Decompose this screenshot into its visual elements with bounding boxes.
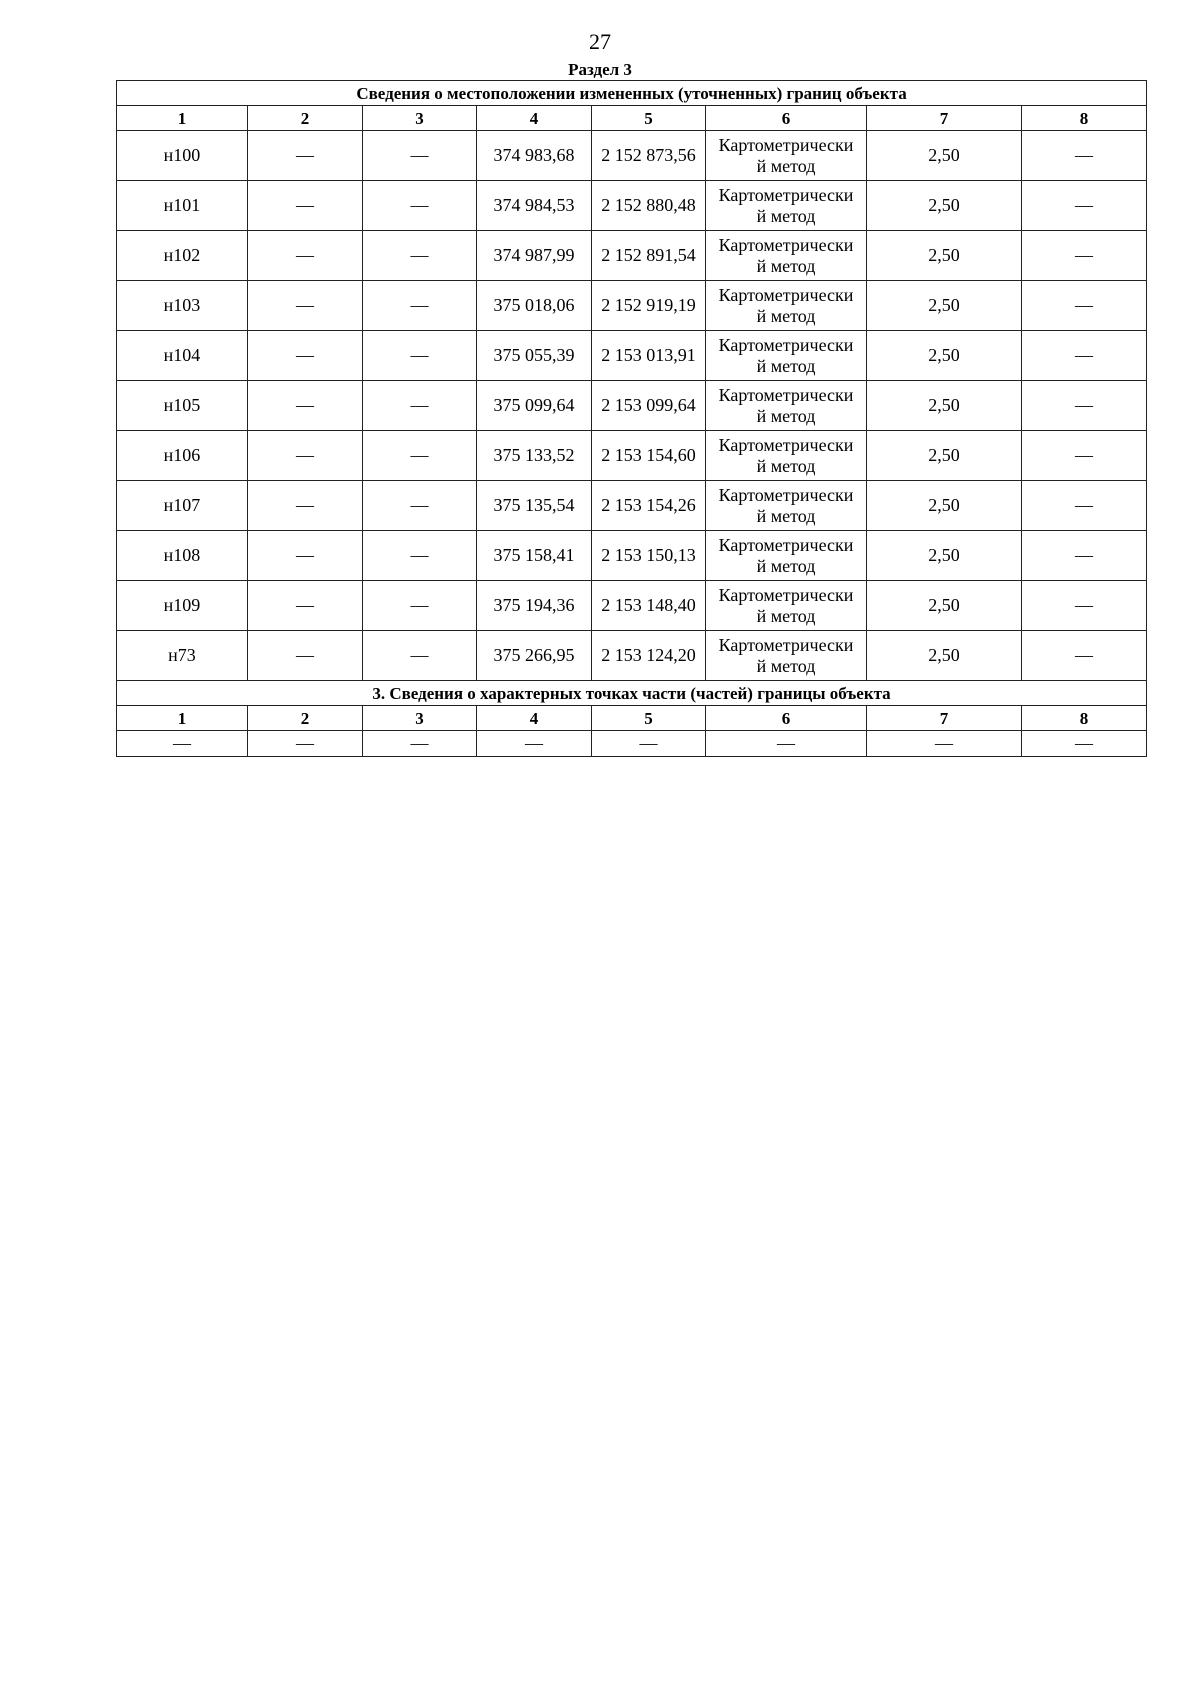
method-line-1: Картометрически <box>718 384 854 405</box>
method-line-2: й метод <box>756 405 816 426</box>
method-cell <box>706 231 867 281</box>
point-name-cell: н100 <box>117 131 248 181</box>
table1-header-cell: 8 <box>1022 106 1147 131</box>
table1-header-cell: 2 <box>248 106 363 131</box>
point-name-cell: н73 <box>117 631 248 681</box>
table2-header-cell: 5 <box>592 706 706 731</box>
x-coordinate-cell: 374 984,53 <box>477 181 592 231</box>
table-cell: — <box>363 581 477 631</box>
method-cell <box>706 431 867 481</box>
method-line-2: й метод <box>756 205 816 226</box>
method-line-2: й метод <box>756 455 816 476</box>
table-cell: — <box>1022 731 1147 757</box>
y-coordinate-cell: 2 153 099,64 <box>592 381 706 431</box>
table-cell: — <box>363 431 477 481</box>
y-coordinate-cell: 2 152 880,48 <box>592 181 706 231</box>
accuracy-cell: 2,50 <box>867 181 1022 231</box>
table2-caption-row <box>117 681 1147 706</box>
y-coordinate-cell: 2 152 891,54 <box>592 231 706 281</box>
method-line-1: Картометрически <box>718 484 854 505</box>
table-cell: — <box>363 381 477 431</box>
table2-header-cell: 7 <box>867 706 1022 731</box>
accuracy-cell: 2,50 <box>867 231 1022 281</box>
method-line-1: Картометрически <box>718 584 854 605</box>
table-cell: — <box>248 631 363 681</box>
method-cell <box>706 581 867 631</box>
table-cell: — <box>248 731 363 757</box>
accuracy-cell: 2,50 <box>867 631 1022 681</box>
method-cell <box>706 181 867 231</box>
table-cell: — <box>1022 381 1147 431</box>
table-cell: — <box>248 181 363 231</box>
table-row <box>117 581 1147 631</box>
table2-header-cell: 1 <box>117 706 248 731</box>
table-row <box>117 131 1147 181</box>
accuracy-cell: 2,50 <box>867 581 1022 631</box>
y-coordinate-cell: 2 153 150,13 <box>592 531 706 581</box>
table-cell: — <box>363 531 477 581</box>
table-cell: — <box>363 231 477 281</box>
table-cell: — <box>248 231 363 281</box>
method-line-1: Картометрически <box>718 134 854 155</box>
table-cell: — <box>248 431 363 481</box>
table-cell: — <box>867 731 1022 757</box>
table1-header-cell: 3 <box>363 106 477 131</box>
table-row <box>117 631 1147 681</box>
method-line-2: й метод <box>756 255 816 276</box>
x-coordinate-cell: 375 158,41 <box>477 531 592 581</box>
table1-header-cell: 4 <box>477 106 592 131</box>
method-line-2: й метод <box>756 505 816 526</box>
accuracy-cell: 2,50 <box>867 531 1022 581</box>
method-cell <box>706 331 867 381</box>
method-line-1: Картометрически <box>718 334 854 355</box>
method-line-2: й метод <box>756 605 816 626</box>
table-cell: — <box>1022 631 1147 681</box>
y-coordinate-cell: 2 153 013,91 <box>592 331 706 381</box>
table-row <box>117 431 1147 481</box>
table-cell: — <box>1022 131 1147 181</box>
table-cell: — <box>592 731 706 757</box>
method-line-2: й метод <box>756 155 816 176</box>
table-cell: — <box>248 131 363 181</box>
table-cell: — <box>363 331 477 381</box>
point-name-cell: н108 <box>117 531 248 581</box>
table-cell: — <box>363 731 477 757</box>
table-cell: — <box>1022 581 1147 631</box>
page-number: 27 <box>589 29 611 54</box>
table-cell: — <box>248 331 363 381</box>
method-line-1: Картометрически <box>718 284 854 305</box>
method-line-2: й метод <box>756 655 816 676</box>
method-line-2: й метод <box>756 355 816 376</box>
y-coordinate-cell: 2 152 919,19 <box>592 281 706 331</box>
table1-header-cell: 6 <box>706 106 867 131</box>
table-cell: — <box>1022 331 1147 381</box>
table-row <box>117 181 1147 231</box>
table-cell: — <box>248 281 363 331</box>
table-cell: — <box>1022 531 1147 581</box>
method-cell <box>706 281 867 331</box>
table-cell: — <box>477 731 592 757</box>
point-name-cell: н101 <box>117 181 248 231</box>
table-cell: — <box>1022 281 1147 331</box>
y-coordinate-cell: 2 153 154,26 <box>592 481 706 531</box>
table2-header-cell: 4 <box>477 706 592 731</box>
table-row <box>117 481 1147 531</box>
y-coordinate-cell: 2 153 154,60 <box>592 431 706 481</box>
boundary-table <box>116 80 1147 757</box>
table2-caption: 3. Сведения о характерных точках части (частей) границы объекта <box>117 681 1147 706</box>
method-line-1: Картометрически <box>718 534 854 555</box>
table2-header-cell: 2 <box>248 706 363 731</box>
y-coordinate-cell: 2 153 124,20 <box>592 631 706 681</box>
method-line-2: й метод <box>756 305 816 326</box>
accuracy-cell: 2,50 <box>867 431 1022 481</box>
table-cell: — <box>363 281 477 331</box>
table2-header-cell: 8 <box>1022 706 1147 731</box>
point-name-cell: н103 <box>117 281 248 331</box>
table-row <box>117 331 1147 381</box>
accuracy-cell: 2,50 <box>867 281 1022 331</box>
table-row <box>117 231 1147 281</box>
table2-header-row <box>117 706 1147 731</box>
y-coordinate-cell: 2 152 873,56 <box>592 131 706 181</box>
section-title: Раздел 3 <box>568 60 632 79</box>
table-row <box>117 381 1147 431</box>
table1-caption-row <box>117 81 1147 106</box>
table-cell: — <box>1022 481 1147 531</box>
x-coordinate-cell: 375 266,95 <box>477 631 592 681</box>
table2-header-cell: 6 <box>706 706 867 731</box>
point-name-cell: н102 <box>117 231 248 281</box>
method-cell <box>706 131 867 181</box>
table-cell: — <box>248 481 363 531</box>
table-row <box>117 281 1147 331</box>
accuracy-cell: 2,50 <box>867 131 1022 181</box>
table-cell: — <box>1022 181 1147 231</box>
table-cell: — <box>117 731 248 757</box>
method-line-1: Картометрически <box>718 234 854 255</box>
x-coordinate-cell: 374 987,99 <box>477 231 592 281</box>
method-line-1: Картометрически <box>718 434 854 455</box>
table1-caption: Сведения о местоположении измененных (уточненных) границ объекта <box>117 81 1147 106</box>
point-name-cell: н109 <box>117 581 248 631</box>
method-line-1: Картометрически <box>718 184 854 205</box>
x-coordinate-cell: 375 018,06 <box>477 281 592 331</box>
table2-header-cell: 3 <box>363 706 477 731</box>
table-body <box>117 81 1147 757</box>
x-coordinate-cell: 375 099,64 <box>477 381 592 431</box>
accuracy-cell: 2,50 <box>867 381 1022 431</box>
point-name-cell: н107 <box>117 481 248 531</box>
y-coordinate-cell: 2 153 148,40 <box>592 581 706 631</box>
table-cell: — <box>1022 431 1147 481</box>
table-cell: — <box>706 731 867 757</box>
table-cell: — <box>363 131 477 181</box>
table-cell: — <box>1022 231 1147 281</box>
table1-header-cell: 1 <box>117 106 248 131</box>
method-cell <box>706 631 867 681</box>
point-name-cell: н106 <box>117 431 248 481</box>
table-cell: — <box>248 581 363 631</box>
method-line-1: Картометрически <box>718 634 854 655</box>
method-line-2: й метод <box>756 555 816 576</box>
point-name-cell: н105 <box>117 381 248 431</box>
table-cell: — <box>248 531 363 581</box>
table-cell: — <box>363 631 477 681</box>
x-coordinate-cell: 374 983,68 <box>477 131 592 181</box>
table1-header-cell: 5 <box>592 106 706 131</box>
table-cell: — <box>248 381 363 431</box>
point-name-cell: н104 <box>117 331 248 381</box>
method-cell <box>706 381 867 431</box>
table1-header-cell: 7 <box>867 106 1022 131</box>
method-cell <box>706 531 867 581</box>
x-coordinate-cell: 375 133,52 <box>477 431 592 481</box>
table2-row <box>117 731 1147 757</box>
accuracy-cell: 2,50 <box>867 331 1022 381</box>
x-coordinate-cell: 375 194,36 <box>477 581 592 631</box>
method-cell <box>706 481 867 531</box>
table-row <box>117 531 1147 581</box>
x-coordinate-cell: 375 055,39 <box>477 331 592 381</box>
table-cell: — <box>363 481 477 531</box>
x-coordinate-cell: 375 135,54 <box>477 481 592 531</box>
table-cell: — <box>363 181 477 231</box>
table1-header-row <box>117 106 1147 131</box>
accuracy-cell: 2,50 <box>867 481 1022 531</box>
